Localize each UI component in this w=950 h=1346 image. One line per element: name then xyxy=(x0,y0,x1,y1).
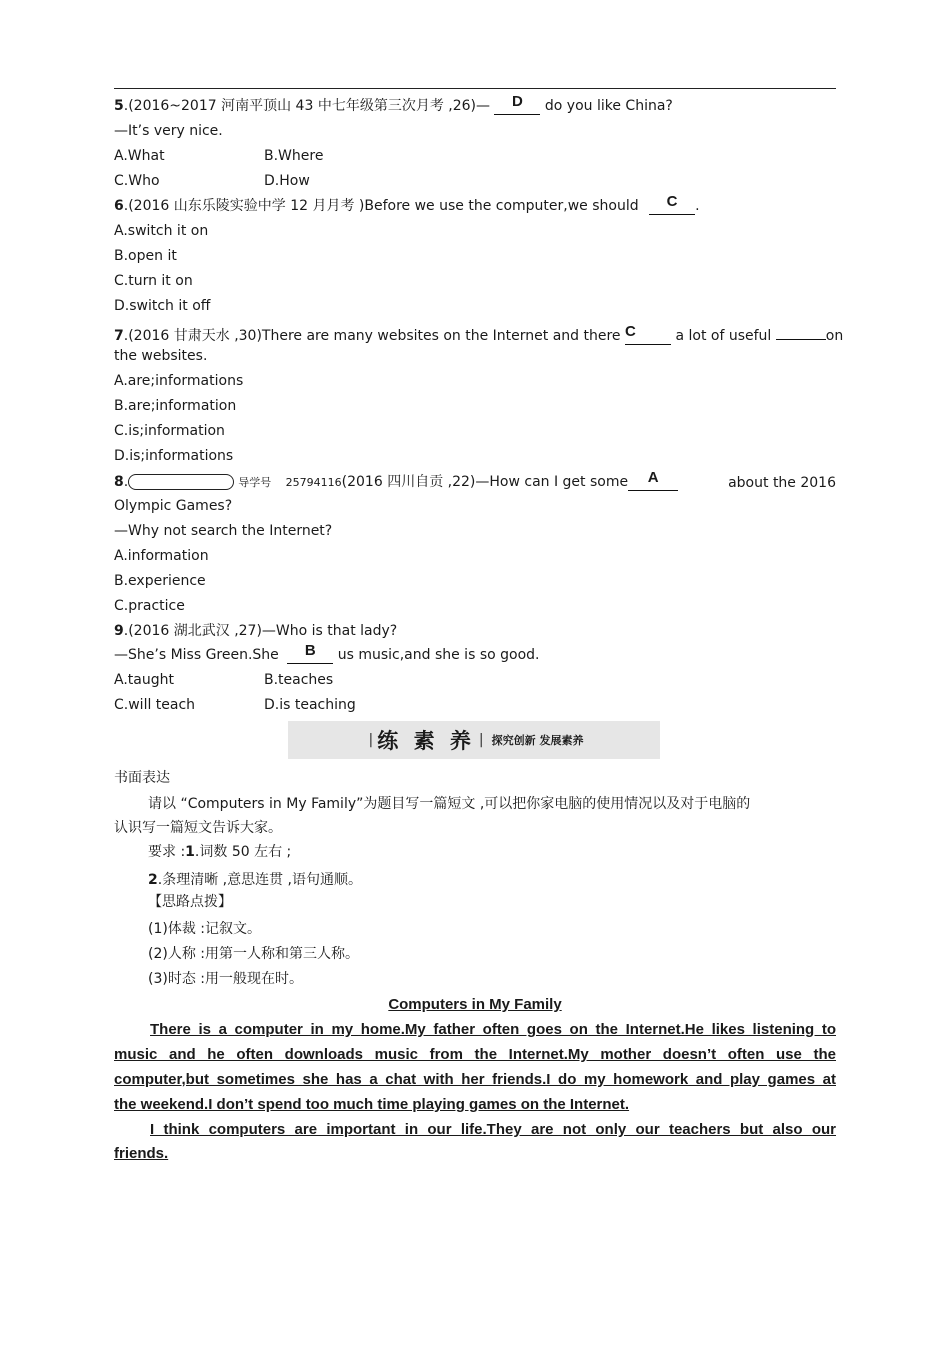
banner-title: 练 素 养 xyxy=(377,728,475,753)
requirement-1 xyxy=(148,842,291,862)
requirement-number: 1 xyxy=(185,844,195,860)
question-text: .(2016 湖北武汉 ,27)—Who is that lady? xyxy=(123,623,398,639)
answer-blank xyxy=(625,323,671,345)
writing-heading: 书面表达 xyxy=(114,770,170,786)
guide-label: 导学号 xyxy=(238,476,272,489)
question-number: 8 xyxy=(114,474,124,490)
question-7-line2: the websites. xyxy=(114,348,208,364)
guide-number-box xyxy=(128,474,234,490)
tip-3: (3)时态 :用一般现在时。 xyxy=(148,971,303,987)
option-a: A.are;informations xyxy=(114,373,244,389)
options-row xyxy=(114,171,514,191)
reply-text: —She’s Miss Green.She xyxy=(114,647,279,663)
options-row xyxy=(114,695,514,715)
answer-blank xyxy=(287,642,333,664)
writing-prompt-line2: 认识写一篇短文告诉大家。 xyxy=(114,820,282,836)
option-d: D.is;informations xyxy=(114,448,234,464)
tips-heading: 【思路点拨】 xyxy=(148,894,232,910)
option-c: C.practice xyxy=(114,598,185,614)
question-text: .(2016 山东乐陵实验中学 12 月月考 )Before we use the computer,we should xyxy=(123,198,639,214)
question-text: (2016 四川自贡 ,22)—How can I get some xyxy=(341,474,629,490)
question-number: 6 xyxy=(114,198,124,214)
option-c: C.Who xyxy=(114,173,160,189)
option-d: D.switch it off xyxy=(114,298,211,314)
option-c: C.is;information xyxy=(114,423,225,439)
option-b: B.teaches xyxy=(264,672,334,688)
question-number: 7 xyxy=(114,328,124,344)
option-a: A.What xyxy=(114,148,165,164)
option-b: B.open it xyxy=(114,248,177,264)
empty-blank xyxy=(776,321,826,340)
question-5-reply: —It’s very nice. xyxy=(114,123,223,139)
writing-prompt-line1: 请以 “Computers in My Family”为题目写一篇短文 ,可以把你家电脑的使用情况以及对于电脑的 xyxy=(148,796,751,812)
top-rule xyxy=(114,88,836,89)
answer-blank xyxy=(494,93,540,115)
divider: | xyxy=(478,732,484,748)
question-text-after: do you like China? xyxy=(544,98,673,114)
question-9-reply xyxy=(114,642,540,665)
requirement-text: .条理清晰 ,意思连贯 ,语句通顺。 xyxy=(157,872,363,888)
question-6 xyxy=(114,193,700,216)
essay-line: I think computers are important in our life.They are not only our teachers but also our xyxy=(150,1121,836,1138)
reply-text-after: us music,and she is so good. xyxy=(337,647,540,663)
question-5 xyxy=(114,93,673,116)
answer-letter: D xyxy=(512,93,523,110)
options-row xyxy=(114,146,514,166)
guide-number: 25794116 xyxy=(285,476,342,489)
essay-line: the weekend.I don’t spend too much time playing games on the Internet. xyxy=(114,1096,630,1113)
question-number: 9 xyxy=(114,623,124,639)
option-c: C.turn it on xyxy=(114,273,193,289)
requirement-prefix: 要求 : xyxy=(148,844,186,860)
options-row xyxy=(114,670,514,690)
answer-letter: C xyxy=(625,323,636,340)
option-d: D.How xyxy=(264,173,310,189)
question-text-after: about the 2016 xyxy=(728,475,836,491)
essay-line: There is a computer in my home.My father often goes on the Internet.He likes listening to xyxy=(150,1021,836,1038)
answer-blank xyxy=(649,193,695,215)
requirement-2 xyxy=(148,870,362,890)
question-7 xyxy=(114,321,844,346)
question-text-after: on xyxy=(825,328,844,344)
question-8: 8. 导学号 25794116(2016 四川自贡 ,22)—How can I get some A about the 2016 xyxy=(114,469,836,491)
essay-line: computer,but sometimes she has a chat with her friends.I do my homework and play games at xyxy=(114,1071,836,1088)
requirement-text: .词数 50 左右 ; xyxy=(194,844,292,860)
option-a: A.switch it on xyxy=(114,223,209,239)
question-text: .(2016~2017 河南平顶山 43 中七年级第三次月考 ,26)— xyxy=(123,98,490,114)
essay-line: music and he often downloads music from the Internet.My mother doesn’t often use the xyxy=(114,1046,836,1063)
option-b: B.are;information xyxy=(114,398,237,414)
question-text-after: . xyxy=(695,198,700,214)
question-number: 5 xyxy=(114,98,124,114)
question-text-mid: a lot of useful xyxy=(675,328,772,344)
question-8-reply: —Why not search the Internet? xyxy=(114,523,333,539)
section-banner xyxy=(288,721,660,759)
option-a: A.information xyxy=(114,548,209,564)
essay-title: Computers in My Family xyxy=(388,996,562,1013)
option-b: B.Where xyxy=(264,148,324,164)
option-c: C.will teach xyxy=(114,697,196,713)
question-8-line2: Olympic Games? xyxy=(114,498,233,514)
option-d: D.is teaching xyxy=(264,697,356,713)
answer-blank xyxy=(628,469,678,491)
answer-letter: B xyxy=(304,642,316,659)
essay-line: friends. xyxy=(114,1145,169,1162)
tip-2: (2)人称 :用第一人称和第三人称。 xyxy=(148,946,359,962)
banner-subtitle: 探究创新 发展素养 xyxy=(491,734,584,747)
option-a: A.taught xyxy=(114,672,174,688)
answer-letter: A xyxy=(647,469,659,486)
answer-letter: C xyxy=(666,193,678,210)
question-9 xyxy=(114,621,397,641)
option-b: B.experience xyxy=(114,573,206,589)
question-text: .(2016 甘肃天水 ,30)There are many websites on the Internet and there xyxy=(123,328,621,344)
divider: | xyxy=(368,732,374,748)
tip-1: (1)体裁 :记叙文。 xyxy=(148,921,261,937)
requirement-number: 2 xyxy=(148,872,158,888)
